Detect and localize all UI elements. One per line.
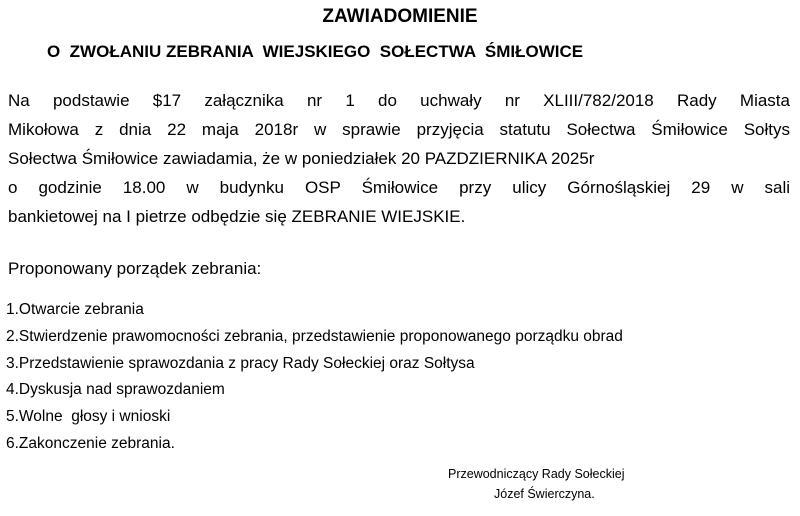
- body-line: o godzinie 18.00 w budynku OSP Śmiłowice przy ulicy Górnośląskiej 29 w sali: [8, 178, 790, 197]
- notice-title: ZAWIADOMIENIE: [322, 6, 478, 27]
- body-line: Sołectwa Śmiłowice zawiadamia, że w poniedziałek 20 PAZDZIERNIKA 2025r: [8, 149, 595, 168]
- notice-subtitle: O ZWOŁANIU ZEBRANIA WIEJSKIEGO SOŁECTWA ŚMIŁOWICE: [47, 42, 584, 61]
- agenda-item: 4.Dyskusja nad sprawozdaniem: [6, 381, 225, 399]
- body-line: bankietowej na I pietrze odbędzie się ZEBRANIE WIEJSKIE.: [8, 207, 466, 226]
- signature-name: Józef Świerczyna.: [494, 487, 595, 501]
- agenda-item: 5.Wolne głosy i wnioski: [6, 408, 171, 426]
- agenda-item: 6.Zakonczenie zebrania.: [6, 434, 175, 452]
- body-line: Mikołowa z dnia 22 maja 2018r w sprawie przyjęcia statutu Sołectwa Śmiłowice Sołtys: [8, 120, 790, 139]
- agenda-item: 2.Stwierdzenie prawomocności zebrania, przedstawienie proponowanego porządku obrad: [6, 327, 623, 345]
- signature-block: [448, 464, 678, 504]
- body-line: Na podstawie $17 załącznika nr 1 do uchwały nr XLIII/782/2018 Rady Miasta: [8, 91, 790, 110]
- agenda-list: [6, 297, 623, 458]
- notice-body: [8, 86, 790, 231]
- signature-role: Przewodniczący Rady Sołeckiej: [448, 467, 625, 481]
- agenda-heading: Proponowany porządek zebrania:: [8, 259, 262, 278]
- agenda-item: 3.Przedstawienie sprawozdania z pracy Rady Sołeckiej oraz Sołtysa: [6, 354, 475, 372]
- agenda-item: 1.Otwarcie zebrania: [6, 301, 144, 318]
